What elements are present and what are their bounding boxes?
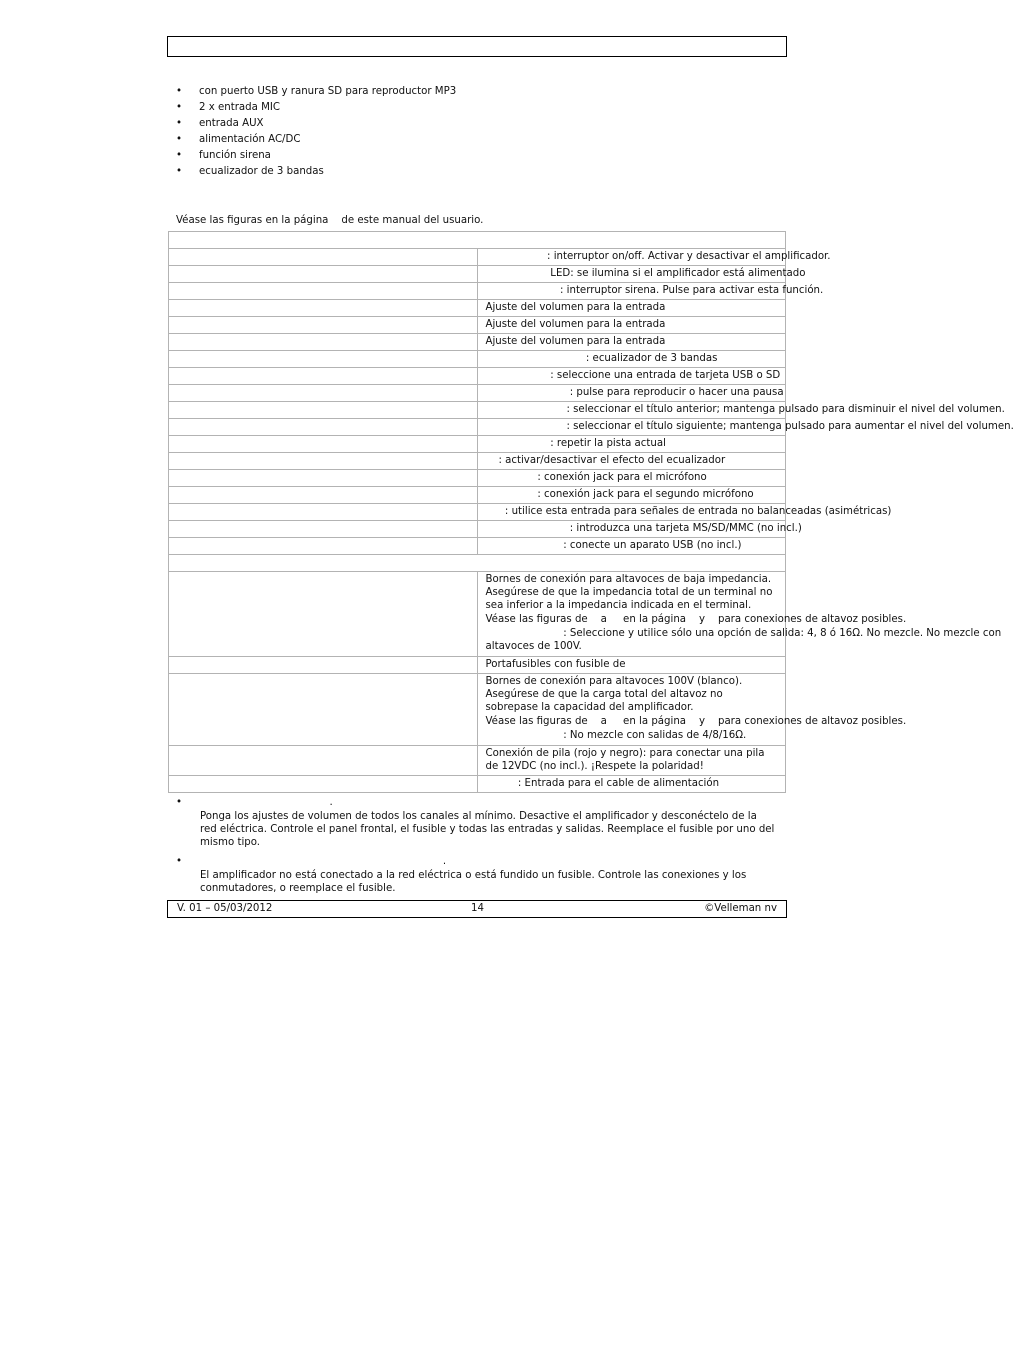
- 100v-figures: Véase las figuras de a en la página y para conexiones de altavoz posibles.: [485, 716, 907, 727]
- table-row: [169, 572, 786, 657]
- table-row: [169, 334, 786, 351]
- header-box: [167, 36, 787, 57]
- footer-copyright: ©Velleman nv: [704, 903, 777, 914]
- table-row: [169, 746, 786, 776]
- row-text: : repetir la pista actual: [477, 436, 786, 453]
- table-section-header: [169, 555, 786, 572]
- description-table: [168, 231, 1014, 793]
- row-text: : utilice esta entrada para señales de entrada no balanceadas (asimétricas): [477, 504, 786, 521]
- low-impedance-warning: : Seleccione y utilice sólo una opción de salida: 4, 8 ó 16Ω. No mezcle. No mezcle con: [485, 628, 1002, 639]
- list-item: • 2 x entrada MIC: [176, 100, 456, 116]
- row-text: : conexión jack para el segundo micrófono: [477, 487, 786, 504]
- table-row: [169, 521, 786, 538]
- table-row: [169, 351, 786, 368]
- table-row: [169, 368, 786, 385]
- footer-version: V. 01 – 05/03/2012: [177, 903, 273, 914]
- row-text: : ecualizador de 3 bandas: [477, 351, 786, 368]
- table-row: [169, 674, 786, 746]
- trouble-lead: • .: [200, 856, 447, 867]
- table-row: [169, 504, 786, 521]
- list-item: • alimentación AC/DC: [176, 132, 456, 148]
- row-text: : seleccione una entrada de tarjeta USB o SD: [477, 368, 786, 385]
- list-item: [176, 796, 776, 849]
- list-item: • función sirena: [176, 148, 456, 164]
- row-text: Ajuste del volumen para la entrada: [477, 317, 786, 334]
- table-row: [169, 266, 786, 283]
- table-row: [169, 436, 786, 453]
- troubleshooting-list: [176, 796, 776, 895]
- trouble-text: Ponga los ajustes de volumen de todos los canales al mínimo. Desactive el amplificador y desconéctelo de la red eléctrica. Controle el panel frontal, el fusible y todas las entradas y salidas. Reemplace el fusible por uno del mismo tipo.: [200, 811, 775, 848]
- table-row: [169, 419, 786, 436]
- list-item: • con puerto USB y ranura SD para reproductor MP3: [176, 84, 456, 100]
- list-item: • entrada AUX: [176, 116, 456, 132]
- row-text: : interruptor on/off. Activar y desactivar el amplificador.: [477, 249, 786, 266]
- row-text: : introduzca una tarjeta MS/SD/MMC (no incl.): [477, 521, 786, 538]
- row-text: : conecte un aparato USB (no incl.): [477, 538, 786, 555]
- row-text: : activar/desactivar el efecto del ecualizador: [477, 453, 786, 470]
- row-text: : seleccionar el título siguiente; mantenga pulsado para aumentar el nivel del volumen.: [477, 419, 786, 436]
- table-row: [169, 487, 786, 504]
- battery-text: Conexión de pila (rojo y negro): para conectar una pila de 12VDC (no incl.). ¡Respete la polaridad!: [477, 746, 786, 776]
- table-row: [169, 317, 786, 334]
- table-row: [169, 657, 786, 674]
- row-text: Ajuste del volumen para la entrada: [477, 300, 786, 317]
- row-text: LED: se ilumina si el amplificador está alimentado: [477, 266, 786, 283]
- table-row: [169, 776, 786, 793]
- 100v-text: Bornes de conexión para altavoces 100V (blanco). Asegúrese de que la carga total del altavoz no sobrepase la capacidad del amplificador.: [485, 676, 743, 713]
- footer-page-number: 14: [471, 903, 484, 914]
- row-text: : interruptor sirena. Pulse para activar esta función.: [477, 283, 786, 300]
- row-text: : pulse para reproducir o hacer una pausa: [477, 385, 786, 402]
- table-row: [169, 538, 786, 555]
- trouble-lead: • .: [200, 797, 333, 808]
- 100v-warning: : No mezcle con salidas de 4/8/16Ω.: [485, 730, 747, 741]
- table-section-header: [169, 232, 786, 249]
- row-text: Ajuste del volumen para la entrada: [477, 334, 786, 351]
- table-row: [169, 402, 786, 419]
- table-row: [169, 249, 786, 266]
- figures-note: Véase las figuras en la página de este manual del usuario.: [176, 215, 484, 226]
- row-text: : seleccionar el título anterior; mantenga pulsado para disminuir el nivel del volumen.: [477, 402, 786, 419]
- table-row: [169, 300, 786, 317]
- fuse-holder-text: Portafusibles con fusible de: [477, 657, 786, 674]
- low-impedance-figures: Véase las figuras de a en la página y para conexiones de altavoz posibles.: [485, 614, 907, 625]
- trouble-text: El amplificador no está conectado a la red eléctrica o está fundido un fusible. Controle las conexiones y los conmutadores, o reemplace el fusible.: [200, 870, 747, 894]
- power-input-text: : Entrada para el cable de alimentación: [477, 776, 786, 793]
- low-impedance-text: Bornes de conexión para altavoces de baja impedancia. Asegúrese de que la impedancia total de un terminal no sea inferior a la impedancia indicada en el terminal.: [485, 574, 773, 611]
- table-row: [169, 385, 786, 402]
- low-impedance-warning-cont: altavoces de 100V.: [485, 641, 582, 652]
- row-text: : conexión jack para el micrófono: [477, 470, 786, 487]
- feature-list: [176, 84, 456, 180]
- footer: [167, 900, 787, 918]
- table-row: [169, 470, 786, 487]
- table-row: [169, 453, 786, 470]
- list-item: [176, 855, 776, 895]
- table-row: [169, 283, 786, 300]
- list-item: • ecualizador de 3 bandas: [176, 164, 456, 180]
